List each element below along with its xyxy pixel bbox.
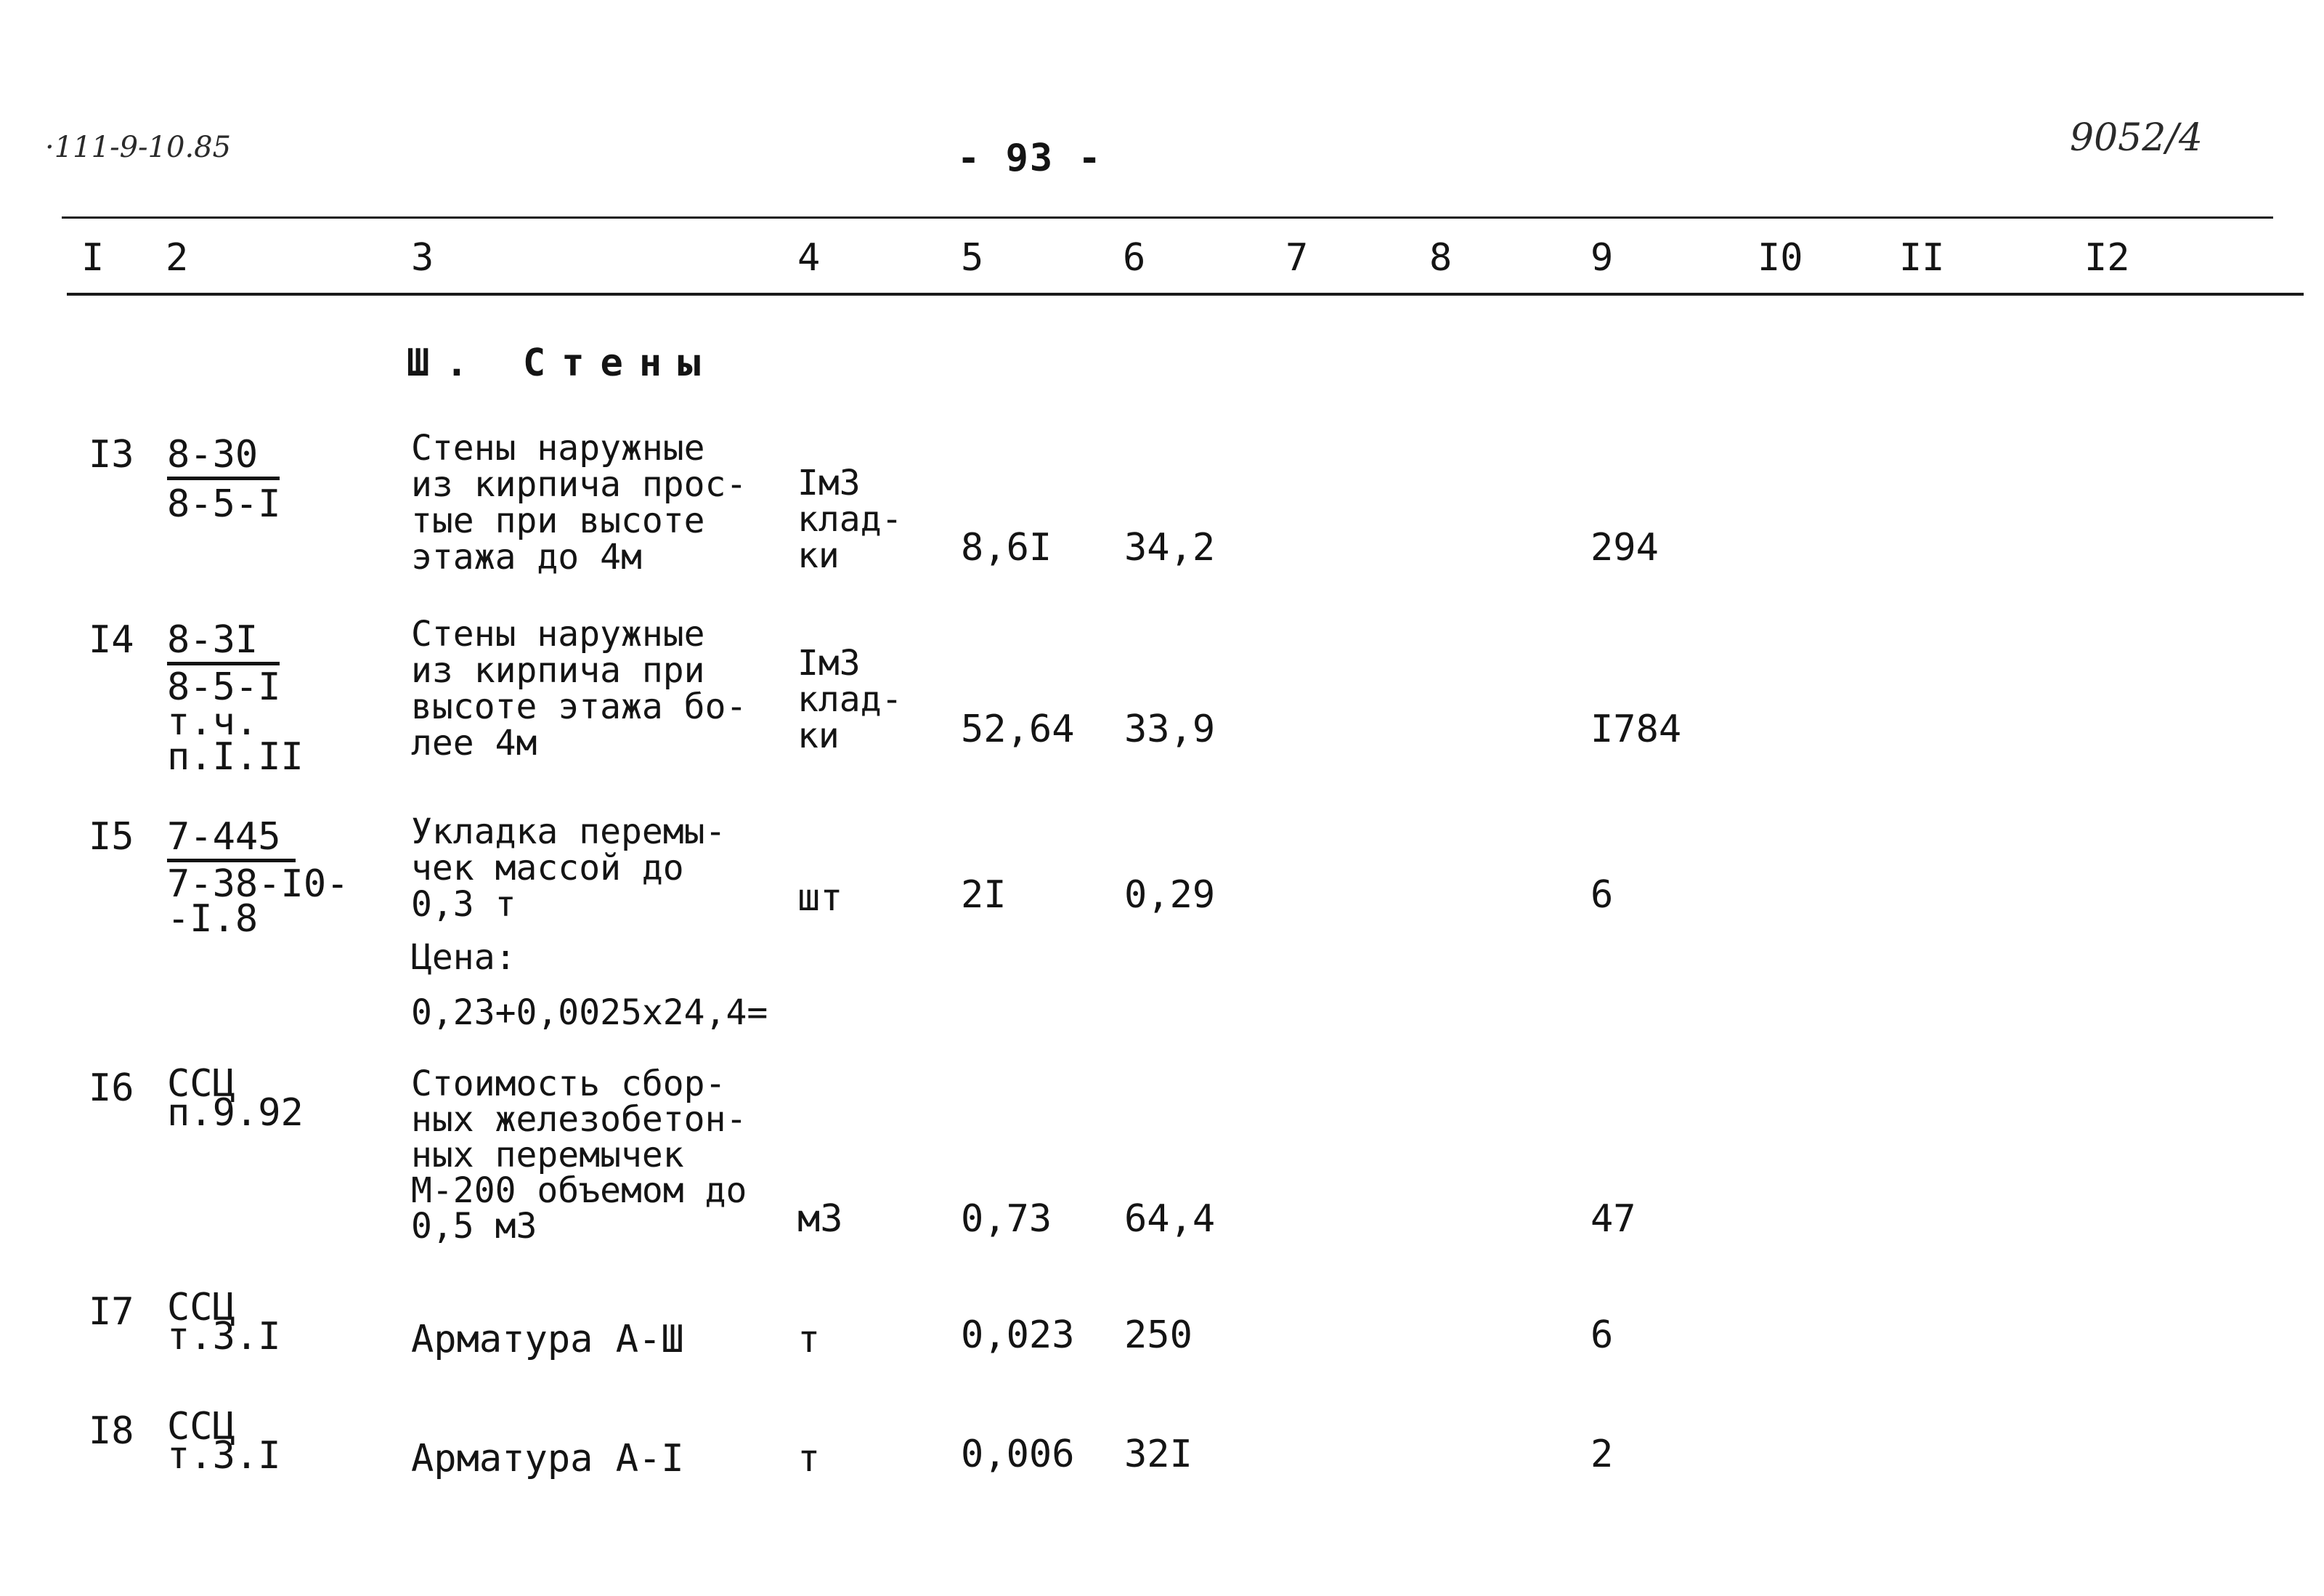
total-cost: 6 [1590,873,1614,917]
total-cost: 6 [1590,1313,1614,1357]
unit-price: 64,4 [1124,1197,1216,1241]
total-cost: 294 [1590,526,1659,570]
rate-reference: ССЦ п.9.92 [167,1062,304,1135]
column-header: I0 [1758,236,1803,280]
row-number: I8 [89,1409,134,1453]
unit-of-measure: м3 [797,1197,843,1241]
document-code: ·111-9-10.85 [45,131,232,164]
quantity: 52,64 [961,708,1075,751]
row-number: I5 [89,815,134,859]
quantity: 0,73 [961,1197,1052,1241]
total-cost: I784 [1590,708,1682,751]
unit-of-measure: Iм3 клад- ки [797,463,903,576]
header-bottom-rule [67,293,2304,296]
quantity: 0,006 [961,1433,1075,1476]
row-number: I7 [89,1290,134,1334]
quantity: 8,6I [961,526,1052,570]
unit-price: 250 [1124,1313,1193,1357]
quantity: 0,023 [961,1313,1075,1357]
unit-price: 0,29 [1124,873,1216,917]
row-number: I4 [89,618,134,662]
header-top-rule [62,216,2273,219]
unit-price: 34,2 [1124,526,1216,570]
unit-price: 33,9 [1124,708,1216,751]
unit-of-measure: т [797,1437,821,1480]
work-description: Стены наружные из кирпича прос- тые при высоте этажа до 4м [411,428,747,578]
column-header: 5 [961,236,984,280]
column-header: 2 [166,236,189,280]
column-header: 3 [411,236,434,280]
unit-of-measure: Iм3 клад- ки [797,643,903,756]
work-description: Арматура А-I [411,1437,684,1480]
row-number: I6 [89,1066,134,1110]
column-header: I2 [2084,236,2130,280]
column-header: 4 [797,236,821,280]
column-header: 7 [1285,236,1309,280]
unit-price: 32I [1124,1433,1193,1476]
work-description: Арматура А-Ш [411,1318,684,1361]
page-number: - 93 - [957,137,1102,180]
row-number: I3 [89,433,134,477]
total-cost: 2 [1590,1433,1614,1476]
sheet-mark: 9052/4 [2070,116,2203,160]
rate-reference: ССЦ т.3.I [167,1405,281,1478]
work-description: Стоимость сбор- ных железобетон- ных перемычек М-200 объемом до 0,5 м3 [411,1064,747,1247]
unit-of-measure: т [797,1318,821,1361]
rate-reference: 7-38-I0- -I.8 [167,862,349,941]
column-header: I [81,236,105,280]
price-formula: Цена: 0,23+0,0025х24,4= [411,937,768,1033]
section-title: Ш. Стены [407,341,717,385]
column-header: 6 [1123,236,1146,280]
rate-code: 8-3I [167,621,280,665]
rate-reference: ССЦ т.3.I [167,1286,281,1358]
rate-code: 8-30 [167,436,280,480]
rate-reference: 8-5-I т.ч. п.I.II [167,665,304,779]
work-description: Стены наружные из кирпича при высоте этажа бо- лее 4м [411,614,747,763]
unit-of-measure: шт [797,876,843,920]
column-header: II [1899,236,1945,280]
rate-code: 7-445 [167,818,296,862]
column-header: 8 [1429,236,1452,280]
rate-reference: 8-5-I [167,482,281,526]
work-description: Укладка перемы- чек массой до 0,3 т [411,811,726,925]
column-header: 9 [1590,236,1614,280]
quantity: 2I [961,873,1007,917]
total-cost: 47 [1590,1197,1636,1241]
